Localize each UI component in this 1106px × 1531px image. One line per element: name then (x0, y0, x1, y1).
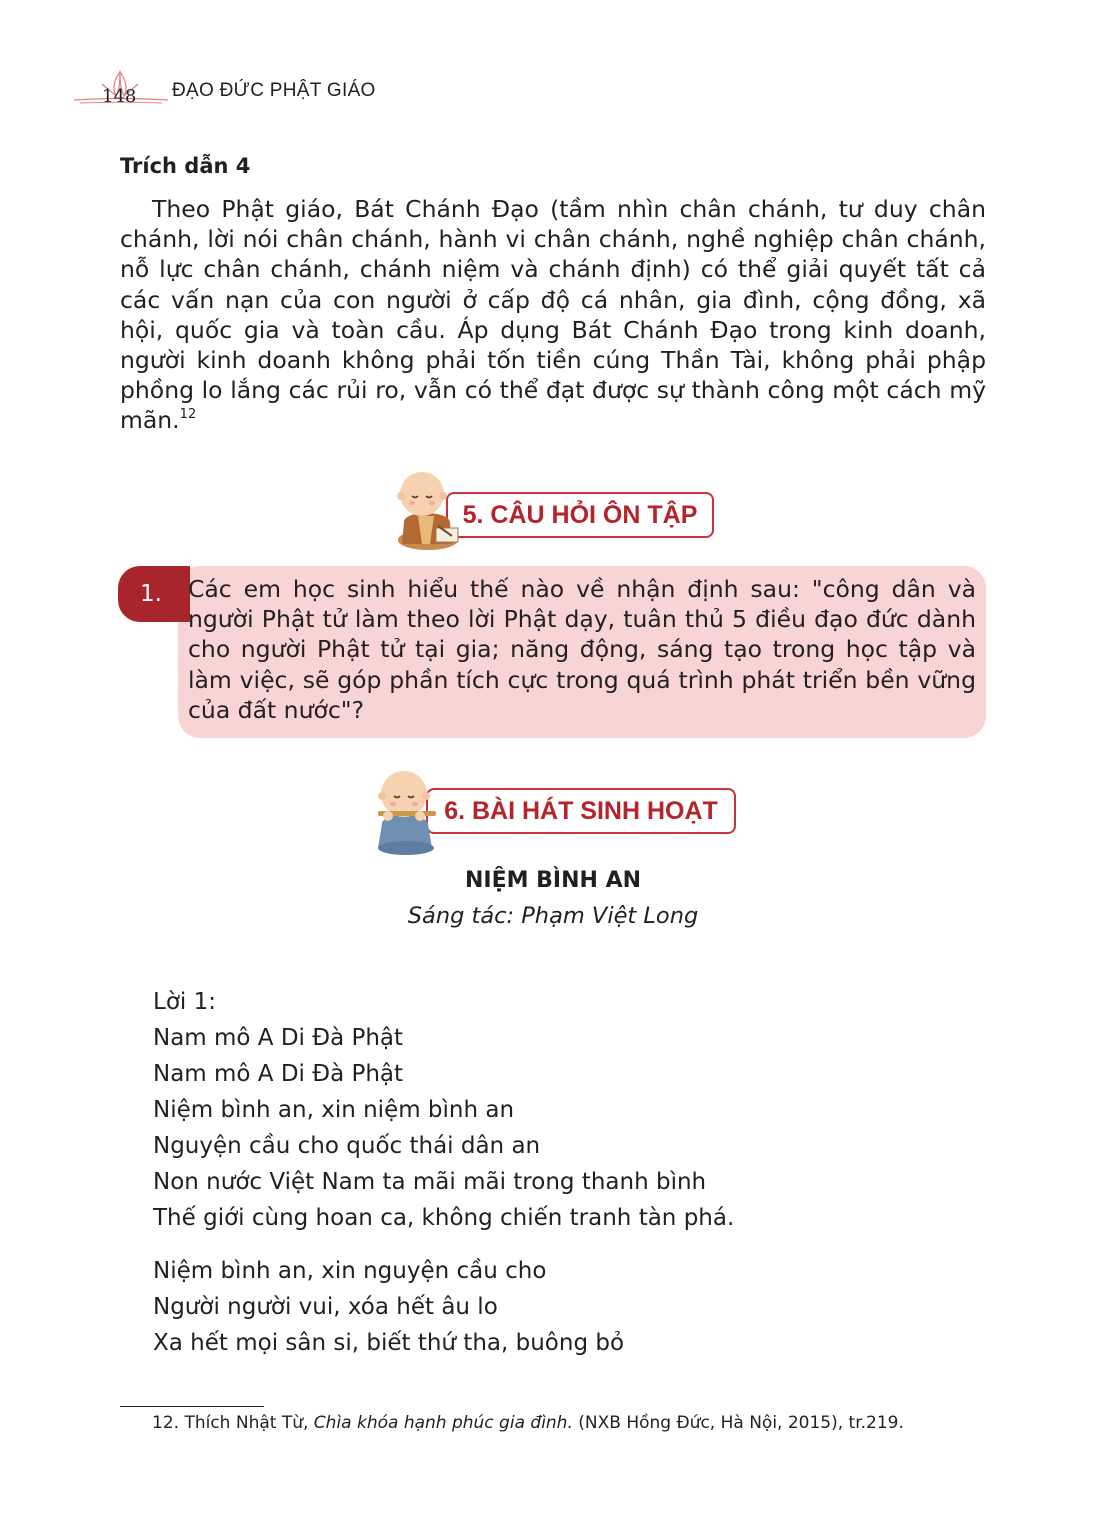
section-title: 6. BÀI HÁT SINH HOẠT (426, 788, 736, 834)
lyric-line: Niệm bình an, xin nguyện cầu cho (153, 1258, 547, 1284)
lyric-line: Non nước Việt Nam ta mãi mãi trong thanh bình (153, 1169, 707, 1195)
lyrics-stanza-1 (153, 1020, 734, 1236)
question-number-badge: 1. (118, 566, 190, 622)
lyric-line: Nam mô A Di Đà Phật (153, 1025, 404, 1051)
quote-heading: Trích dẫn 4 (120, 154, 251, 178)
lyrics-verse-label (153, 984, 216, 1020)
book-title: ĐẠO ĐỨC PHẬT GIÁO (172, 80, 376, 101)
question-text: Các em học sinh hiểu thế nào về nhận định sau: "công dân và người Phật tử làm theo lời Phật dạy, tuân thủ 5 điều đạo đức dành cho người Phật tử tại gia; năng động, sáng tạo trong học tập và làm việc, sẽ góp phần tích cực trong quá trình phát triển bền vững của đất nước"? (188, 575, 976, 724)
lyric-line: Niệm bình an, xin niệm bình an (153, 1097, 515, 1123)
lyric-line: Người người vui, xóa hết âu lo (153, 1294, 498, 1320)
section-title: 5. CÂU HỎI ÔN TẬP (446, 492, 714, 538)
section-banner-activity-song (368, 764, 740, 854)
page-header (72, 62, 472, 112)
lyric-line: Xa hết mọi sân si, biết thứ tha, buông bỏ (153, 1330, 625, 1356)
lyric-line: Nam mô A Di Đà Phật (153, 1061, 404, 1087)
quote-body (120, 194, 986, 436)
footnote-suffix: (NXB Hồng Đức, Hà Nội, 2015), tr.219. (572, 1413, 904, 1433)
song-author: Sáng tác: Phạm Việt Long (407, 903, 699, 929)
footnote-divider (120, 1406, 264, 1407)
page-number: 148 (102, 86, 137, 107)
verse-label: Lời 1: (153, 989, 216, 1015)
monk-mascot-writing-icon (388, 466, 464, 554)
lyric-line: Thế giới cùng hoan ca, không chiến tranh tàn phá. (153, 1205, 735, 1231)
section-banner-review-questions (388, 466, 718, 556)
song-title: NIỆM BÌNH AN (464, 868, 642, 893)
lyrics-stanza-2 (153, 1253, 624, 1361)
quote-text: Theo Phật giáo, Bát Chánh Đạo (tầm nhìn chân chánh, tư duy chân chánh, lời nói chân chánh, hành vi chân chánh, nghề nghiệp chân chánh, nỗ lực chân chánh, chánh niệm và chánh định) có thể giải quyết tất cả các vấn nạn của con người ở cấp độ cá nhân, gia đình, cộng đồng, xã hội, quốc gia và toàn cầu. Áp dụng Bát Chánh Đạo trong kinh doanh, người kinh doanh không phải tốn tiền cúng Thần Tài, không phải phập phồng lo lắng các rủi ro, vẫn có thể đạt được sự thành công một cách mỹ mãn. (120, 195, 986, 435)
lyric-line: Nguyện cầu cho quốc thái dân an (153, 1133, 541, 1159)
monk-mascot-flute-icon (368, 764, 444, 856)
footnote-prefix: 12. Thích Nhật Từ, (152, 1413, 314, 1433)
footnote-reference: 12 (179, 407, 197, 423)
footnote (152, 1413, 904, 1433)
footnote-book-title: Chìa khóa hạnh phúc gia đình. (313, 1413, 573, 1433)
